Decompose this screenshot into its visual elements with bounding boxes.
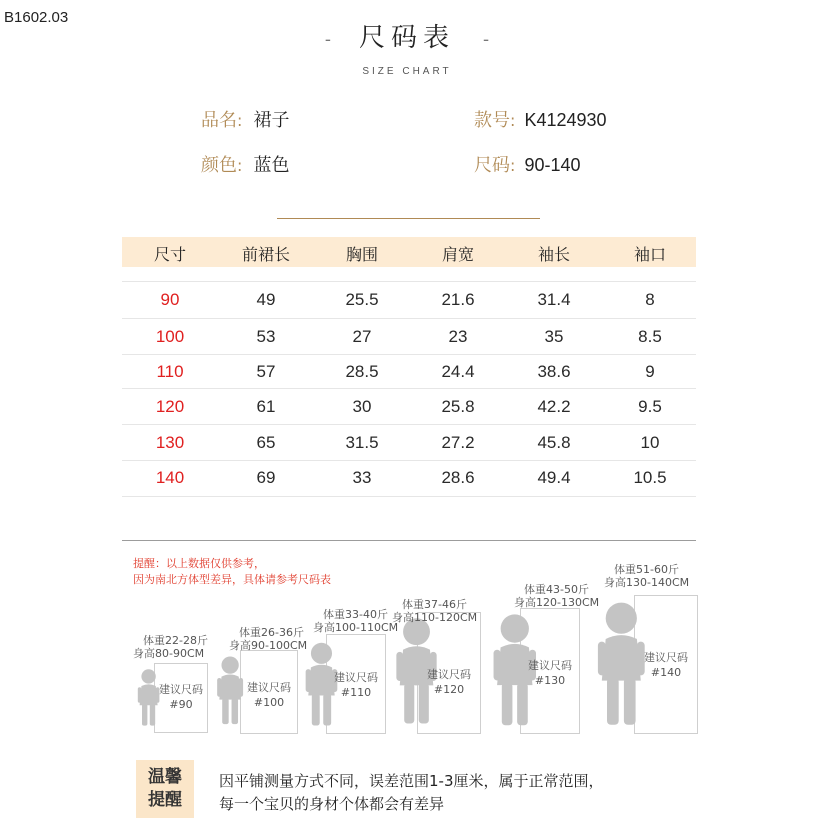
table-column-header: 袖长 [537, 245, 570, 264]
tip-title-line-1: 温馨 [148, 767, 182, 787]
table-cell: 53 [256, 327, 276, 346]
table-size-cell: 130 [155, 433, 185, 452]
table-column-header: 袖口 [633, 245, 666, 264]
tip-line-2: 每一个宝贝的身材个体都会有差异 [219, 795, 445, 813]
info-color-value: 蓝色 [253, 155, 290, 176]
kid-weight: 体重26-36斤 [239, 626, 304, 639]
info-name-value: 裙子 [253, 110, 290, 131]
kid-height: 身高80-90CM [133, 647, 205, 660]
kid-suggest-size: #140 [650, 666, 682, 679]
info-size [474, 151, 581, 177]
kid-suggest-size: #130 [534, 674, 566, 687]
info-sep: : [237, 156, 243, 175]
table-column-header: 尺寸 [153, 245, 186, 264]
kid-suggested-size [635, 650, 697, 680]
kid-weight: 体重51-60斤 [614, 563, 679, 576]
info-name [201, 106, 289, 132]
table-cell: 57 [256, 362, 276, 381]
kid-suggested-size [327, 670, 385, 700]
page-subtitle: SIZE CHART [362, 66, 452, 77]
info-color-label: 颜色 [201, 155, 237, 176]
table-cell: 28.6 [441, 468, 475, 487]
table-cell: 35 [544, 327, 564, 346]
table-size-cell: 90 [160, 290, 180, 309]
table-cell: 9 [645, 362, 655, 381]
note-line-1: 提醒：以上数据仅供参考， [133, 557, 265, 570]
note-line-2: 因为南北方体型差异，具体请参考尺码表 [133, 573, 331, 586]
table-column-header: 前裙长 [241, 245, 290, 264]
kid-measure-label [133, 634, 208, 660]
kid-suggest-label: 建议尺码 [644, 651, 688, 664]
info-sep: : [237, 111, 243, 130]
info-size-label: 尺码 [474, 155, 510, 176]
table-size-cell: 140 [155, 468, 185, 487]
table-cell: 28.5 [345, 362, 379, 381]
kid-suggest-label: 建议尺码 [334, 671, 378, 684]
table-cell: 61 [256, 397, 276, 416]
table-size-cell: 110 [156, 362, 184, 381]
kid-suggested-size [241, 680, 297, 710]
divider-short [277, 218, 540, 219]
table-column-header: 胸围 [345, 245, 378, 264]
tip-line-1: 因平铺测量方式不同，误差范围1-3厘米，属于正常范围， [219, 772, 604, 790]
kid-measure-label [313, 608, 398, 634]
kid-measure-label [604, 563, 689, 589]
kid-suggest-size: #100 [253, 696, 285, 709]
kid-measure-label [514, 583, 599, 609]
page-title [0, 17, 814, 54]
tip-title [136, 766, 194, 812]
table-column-header: 肩宽 [441, 245, 474, 264]
kid-height: 身高130-140CM [604, 576, 690, 589]
kid-suggested-size [521, 658, 579, 688]
info-sep: : [510, 111, 516, 130]
kid-measure-label [392, 598, 477, 624]
table-cell: 33 [352, 468, 372, 487]
info-sep: : [510, 156, 516, 175]
table-size-cell: 100 [155, 327, 185, 346]
product-code: B1602.03 [4, 9, 69, 26]
table-size-cell: 120 [155, 397, 185, 416]
table-cell: 30 [352, 397, 372, 416]
kid-height: 身高120-130CM [514, 596, 600, 609]
table-cell: 9.5 [638, 397, 662, 416]
kid-height: 身高110-120CM [392, 611, 478, 624]
divider-long [122, 540, 696, 541]
table-cell: 69 [256, 468, 276, 487]
table-cell: 10 [640, 433, 660, 452]
kid-suggest-label: 建议尺码 [528, 659, 572, 672]
table-cell: 31.5 [345, 433, 379, 452]
title-dash-left: - [324, 28, 331, 50]
title-dash-right: - [483, 28, 490, 50]
table-cell: 65 [256, 433, 276, 452]
table-cell: 8.5 [638, 327, 662, 346]
table-row-divider [122, 281, 696, 282]
table-row-divider [122, 424, 696, 425]
table-cell: 25.5 [345, 290, 379, 309]
table-cell: 31.4 [537, 290, 571, 309]
info-style-label: 款号 [474, 110, 510, 131]
table-cell: 27 [352, 327, 372, 346]
table-cell: 45.8 [537, 433, 571, 452]
kid-suggest-size: #110 [340, 686, 372, 699]
info-color [201, 151, 289, 177]
table-row-divider [122, 496, 696, 497]
kid-height: 身高90-100CM [229, 639, 308, 652]
title-text: 尺码表 [358, 23, 455, 53]
table-cell: 24.4 [441, 362, 475, 381]
kid-suggest-size: #120 [433, 683, 465, 696]
kid-weight: 体重33-40斤 [323, 608, 388, 621]
table-cell: 38.6 [537, 362, 571, 381]
kid-suggested-size [155, 682, 207, 712]
table-cell: 10.5 [633, 468, 667, 487]
table-row-divider [122, 318, 696, 319]
info-style [474, 106, 607, 132]
table-row-divider [122, 388, 696, 389]
table-cell: 21.6 [441, 290, 475, 309]
info-name-label: 品名 [201, 110, 237, 131]
table-cell: 23 [448, 327, 468, 346]
tip-title-line-2: 提醒 [148, 790, 182, 810]
table-cell: 8 [645, 290, 655, 309]
info-size-value: 90-140 [524, 155, 581, 175]
kid-suggested-size [418, 667, 480, 697]
kid-suggest-label: 建议尺码 [247, 681, 291, 694]
table-row-divider [122, 354, 696, 355]
kid-suggest-label: 建议尺码 [427, 668, 471, 681]
kid-weight: 体重37-46斤 [402, 598, 467, 611]
table-cell: 49.4 [537, 468, 571, 487]
kid-suggest-label: 建议尺码 [159, 683, 203, 696]
table-cell: 42.2 [537, 397, 571, 416]
info-style-value: K4124930 [524, 110, 607, 130]
table-cell: 49 [256, 290, 276, 309]
table-cell: 27.2 [441, 433, 475, 452]
kid-weight: 体重22-28斤 [143, 634, 208, 647]
kid-suggest-size: #90 [169, 698, 193, 711]
kid-height: 身高100-110CM [313, 621, 399, 634]
table-row-divider [122, 460, 696, 461]
table-cell: 25.8 [441, 397, 475, 416]
kid-weight: 体重43-50斤 [524, 583, 589, 596]
kid-measure-label [229, 626, 307, 652]
